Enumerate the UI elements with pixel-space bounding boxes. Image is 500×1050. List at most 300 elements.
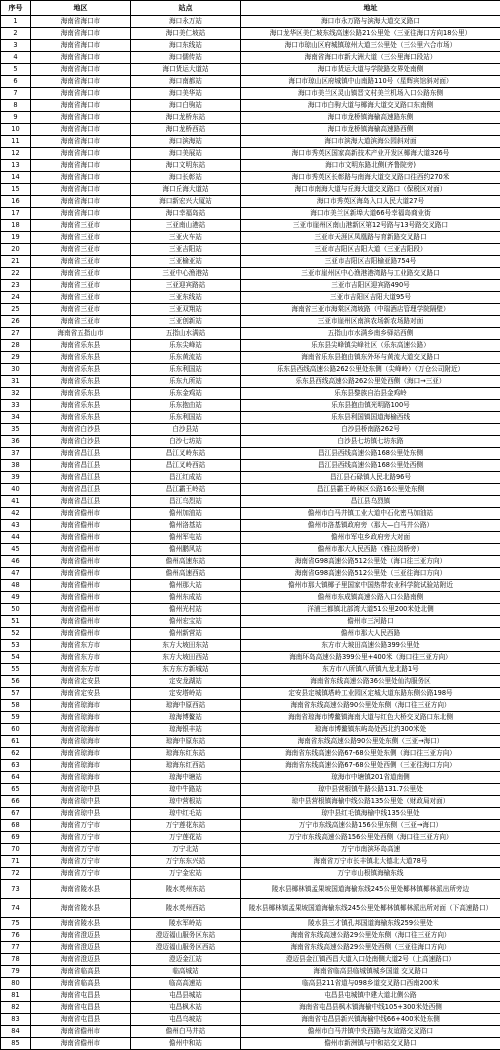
cell-region: 海南省屯昌县: [31, 1002, 131, 1014]
table-row: [1, 918, 500, 930]
table-row: [1, 88, 500, 100]
cell-address: 屯昌县屯城镇中建大道北侧公路: [241, 990, 500, 1002]
cell-region: 海南省三亚市: [31, 220, 131, 232]
cell-address: 五指山市水满乡南乡驿站西侧: [241, 328, 500, 340]
cell-index: 36: [1, 436, 31, 448]
cell-index: 18: [1, 220, 31, 232]
cell-station: 屯昌县城站: [131, 990, 241, 1002]
cell-index: 23: [1, 280, 31, 292]
cell-index: 63: [1, 760, 31, 772]
table-row: [1, 640, 500, 652]
cell-station: 昌江红成站: [131, 472, 241, 484]
cell-region: 海南省琼海市: [31, 712, 131, 724]
table-row: [1, 580, 500, 592]
table-row: [1, 16, 500, 28]
cell-address: 海口市货运大道与学院路交界处南侧: [241, 64, 500, 76]
cell-address: 临高县211省道与098乡道交叉路口西南200米: [241, 978, 500, 990]
cell-address: 定安县定城镇塔岭工业园区定城大道东路东侧公路198号: [241, 688, 500, 700]
cell-region: 海南省儋州市: [31, 544, 131, 556]
cell-station: 儋州东成站: [131, 592, 241, 604]
table-row: [1, 532, 500, 544]
table-row: [1, 52, 500, 64]
cell-station: 海口永万站: [131, 16, 241, 28]
table-row: [1, 808, 500, 820]
cell-region: 海南省陵水县: [31, 880, 131, 899]
cell-address: 海南省东线高速公路90公里处东侧（三亚→海口）: [241, 736, 500, 748]
cell-index: 22: [1, 268, 31, 280]
cell-region: 海南省儋州市: [31, 616, 131, 628]
table-row: [1, 664, 500, 676]
cell-station: 琼海中原西站: [131, 700, 241, 712]
cell-region: 海南省儋州市: [31, 628, 131, 640]
cell-region: 海南省昌江县: [31, 448, 131, 460]
cell-index: 85: [1, 1038, 31, 1050]
table-row: [1, 880, 500, 899]
cell-address: 昌江县西线高速公路168公里处西侧: [241, 460, 500, 472]
cell-station: 海口货运大道站: [131, 64, 241, 76]
cell-address: 万宁市东线高速公路156公里处西侧（海口往三亚方向）: [241, 832, 500, 844]
cell-station: 白沙县站: [131, 424, 241, 436]
cell-region: 海南省儋州市: [31, 556, 131, 568]
cell-index: 76: [1, 930, 31, 942]
cell-address: 儋州市白马井镇工业大道中石化密马加油站: [241, 508, 500, 520]
cell-station: 乐东金鸡站: [131, 388, 241, 400]
cell-index: 58: [1, 700, 31, 712]
cell-region: 海南省定安县: [31, 688, 131, 700]
cell-index: 65: [1, 784, 31, 796]
cell-index: 34: [1, 412, 31, 424]
table-row: [1, 978, 500, 990]
cell-region: 海南省儋州市: [31, 580, 131, 592]
header-region: 地区: [31, 1, 131, 16]
cell-region: 海南省儋州市: [31, 532, 131, 544]
cell-station: 儋州白马井站: [131, 1026, 241, 1038]
cell-station: 东方东方新城站: [131, 664, 241, 676]
cell-index: 72: [1, 868, 31, 880]
cell-address: 海南省屯昌县新兴镇海榆中线66+400米处东侧: [241, 1014, 500, 1026]
cell-region: 海南省海口市: [31, 184, 131, 196]
cell-region: 海南省三亚市: [31, 268, 131, 280]
cell-station: 五指山水满站: [131, 328, 241, 340]
cell-region: 海南省澄迈县: [31, 942, 131, 954]
cell-region: 海南省澄迈县: [31, 954, 131, 966]
cell-index: 57: [1, 688, 31, 700]
cell-index: 33: [1, 400, 31, 412]
cell-address: 三亚市崖州区中心渔港港湾路与工业路交叉路口: [241, 268, 500, 280]
cell-index: 41: [1, 496, 31, 508]
cell-address: 儋州市军屯乡政府旁大对面: [241, 532, 500, 544]
cell-address: 澄迈县金江镇西昌大道入口处南侧大道2号（上高速路口）: [241, 954, 500, 966]
table-row: [1, 760, 500, 772]
cell-address: 儋州市东成镇高速公路入口公路南侧: [241, 592, 500, 604]
cell-station: 屯昌乌坡站: [131, 1014, 241, 1026]
cell-address: 海南省东线高速公路67-68公里处西侧（三亚往海口方向）: [241, 760, 500, 772]
cell-address: 海口市龙桥镇海榆高速路西侧: [241, 124, 500, 136]
cell-index: 21: [1, 256, 31, 268]
table-row: [1, 352, 500, 364]
table-row: [1, 1002, 500, 1014]
cell-station: 儋州光村站: [131, 604, 241, 616]
cell-address: 琼海市中塘镇201省道南侧: [241, 772, 500, 784]
cell-address: 乐东县西线高速公路262公里处东侧（尖峰岭）（万仓公司附近）: [241, 364, 500, 376]
cell-station: 乐东利国站: [131, 364, 241, 376]
cell-index: 66: [1, 796, 31, 808]
cell-address: 琼海市博鳌镇东屿岛处西北约300米处: [241, 724, 500, 736]
cell-address: 海南省万宁市长丰镇北大德北大道78号: [241, 856, 500, 868]
cell-index: 64: [1, 772, 31, 784]
cell-station: 昌江乌烈站: [131, 496, 241, 508]
cell-region: 海南省海口市: [31, 136, 131, 148]
cell-index: 61: [1, 736, 31, 748]
table-body: [1, 16, 500, 1050]
cell-region: 海南省琼海市: [31, 724, 131, 736]
cell-region: 海南省儋州市: [31, 568, 131, 580]
cell-region: 海南省海口市: [31, 172, 131, 184]
cell-index: 12: [1, 148, 31, 160]
cell-station: 万宁莲花东站: [131, 820, 241, 832]
cell-region: 海南省琼海市: [31, 760, 131, 772]
cell-region: 海南省海口市: [31, 28, 131, 40]
cell-region: 海南省万宁市: [31, 868, 131, 880]
table-row: [1, 712, 500, 724]
cell-region: 海南省东方市: [31, 652, 131, 664]
table-row: [1, 460, 500, 472]
cell-region: 海南省琼海市: [31, 772, 131, 784]
cell-index: 38: [1, 460, 31, 472]
cell-address: 海口市南海大道与丘海大道交叉路口（保税区对面）: [241, 184, 500, 196]
cell-station: 三亚东线站: [131, 292, 241, 304]
table-row: [1, 868, 500, 880]
cell-station: 儋州洛基站: [131, 520, 241, 532]
cell-station: 琼海中原东站: [131, 736, 241, 748]
cell-address: 海口市琼山区府城镇琼州大道三公里处（三公里六合市场）: [241, 40, 500, 52]
table-row: [1, 280, 500, 292]
cell-address: 乐东县利国镇国道海榆西线: [241, 412, 500, 424]
cell-address: 三亚市崖州区南滨农场新农场路对面: [241, 316, 500, 328]
cell-region: 海南省乐东县: [31, 340, 131, 352]
table-row: [1, 184, 500, 196]
cell-station: 海口美展站: [131, 148, 241, 160]
table-row: [1, 364, 500, 376]
cell-index: 31: [1, 376, 31, 388]
table-row: [1, 400, 500, 412]
cell-address: 海口市琼山区府城镇中山南路110号（星辉宾馆斜对面）: [241, 76, 500, 88]
cell-index: 40: [1, 484, 31, 496]
cell-region: 海南省乐东县: [31, 412, 131, 424]
table-row: [1, 820, 500, 832]
cell-index: 6: [1, 76, 31, 88]
table-row: [1, 990, 500, 1002]
cell-index: 55: [1, 664, 31, 676]
cell-address: 东方市八所镇八所镇九龙北路1号: [241, 664, 500, 676]
cell-address: 海口市永万路与滨海大道交叉路口: [241, 16, 500, 28]
cell-index: 81: [1, 990, 31, 1002]
cell-region: 海南省乐东县: [31, 400, 131, 412]
cell-station: 澄迈福山服务区东站: [131, 930, 241, 942]
cell-station: 万宁莲花站: [131, 832, 241, 844]
cell-station: 琼中牛路站: [131, 784, 241, 796]
cell-address: 三亚市吉阳区迎宾路490号: [241, 280, 500, 292]
table-row: [1, 340, 500, 352]
cell-address: 琼中县营根镇牛路公路131.7公里处: [241, 784, 500, 796]
cell-index: 20: [1, 244, 31, 256]
cell-address: 昌江县西线高速公路168公里处东侧: [241, 448, 500, 460]
table-row: [1, 544, 500, 556]
cell-station: 乐东九所站: [131, 376, 241, 388]
cell-region: 海南省昌江县: [31, 460, 131, 472]
cell-address: 白沙县七坊镇七坊东路: [241, 436, 500, 448]
cell-station: 海口丘海大道站: [131, 184, 241, 196]
cell-station: 三亚创新站: [131, 316, 241, 328]
cell-station: 三亚南山港站: [131, 220, 241, 232]
cell-index: 74: [1, 899, 31, 918]
table-row: [1, 1014, 500, 1026]
cell-address: 海口市白驹大道与椰海大道交叉路口东南侧: [241, 100, 500, 112]
table-row: [1, 244, 500, 256]
cell-index: 35: [1, 424, 31, 436]
cell-station: 万宁东东兴站: [131, 856, 241, 868]
cell-address: 海南省三亚市海棠区湾坡路（中瑞酒店管理学院隔壁）: [241, 304, 500, 316]
table-row: [1, 484, 500, 496]
cell-region: 海南省海口市: [31, 160, 131, 172]
cell-address: 海口市文明东路北侧(齐鲁院旁): [241, 160, 500, 172]
cell-region: 海南省陵水县: [31, 899, 131, 918]
cell-address: 白沙县桥南路262号: [241, 424, 500, 436]
cell-address: 海南环岛高速公路399公里+400米（海口往三亚方向）: [241, 652, 500, 664]
header-index: 序号: [1, 1, 31, 16]
table-row: [1, 328, 500, 340]
cell-address: 海南省东线高速公路36公里处仙沟服务区: [241, 676, 500, 688]
cell-region: 海南省海口市: [31, 148, 131, 160]
cell-index: 15: [1, 184, 31, 196]
cell-region: 海南省三亚市: [31, 244, 131, 256]
cell-index: 10: [1, 124, 31, 136]
table-row: [1, 232, 500, 244]
header-address: 地址: [241, 1, 500, 16]
cell-address: 昌江县霸王岭林区公路16公里处东侧: [241, 484, 500, 496]
cell-address: 儋州市白马井镇中央西路与友谊路交叉路口: [241, 1026, 500, 1038]
table-row: [1, 688, 500, 700]
cell-station: 东方大坡田东站: [131, 640, 241, 652]
cell-station: 临高城站: [131, 966, 241, 978]
table-row: [1, 700, 500, 712]
table-row: [1, 844, 500, 856]
cell-station: 海口龙桥东站: [131, 112, 241, 124]
table-row: [1, 28, 500, 40]
cell-index: 49: [1, 592, 31, 604]
cell-region: 海南省陵水县: [31, 918, 131, 930]
cell-station: 三亚迎宾路站: [131, 280, 241, 292]
cell-index: 13: [1, 160, 31, 172]
cell-station: 海口龙桥西站: [131, 124, 241, 136]
cell-region: 海南省三亚市: [31, 292, 131, 304]
cell-index: 17: [1, 208, 31, 220]
table-row: [1, 899, 500, 918]
table-row: [1, 556, 500, 568]
cell-address: 三亚市吉阳区吉阳榆亚路754号: [241, 256, 500, 268]
cell-index: 29: [1, 352, 31, 364]
cell-index: 67: [1, 808, 31, 820]
cell-region: 海南省海口市: [31, 76, 131, 88]
cell-index: 2: [1, 28, 31, 40]
cell-address: 海口市龙桥镇海榆高速路东侧: [241, 112, 500, 124]
cell-address: 海口市秀英区长彰路与南海大道交叉路口往西约270米: [241, 172, 500, 184]
cell-region: 海南省昌江县: [31, 484, 131, 496]
cell-region: 海南省琼中县: [31, 796, 131, 808]
cell-index: 71: [1, 856, 31, 868]
cell-region: 海南省海口市: [31, 40, 131, 52]
cell-region: 海南省三亚市: [31, 304, 131, 316]
table-row: [1, 64, 500, 76]
table-row: [1, 292, 500, 304]
cell-index: 46: [1, 556, 31, 568]
cell-station: 三亚双翔站: [131, 304, 241, 316]
cell-address: 海南省屯昌县枫木镇海榆中线105+300米处西侧: [241, 1002, 500, 1014]
cell-address: 海南省东线高速公路67-68公里处东侧（海口往三亚方向）: [241, 748, 500, 760]
cell-station: 海口文明东站: [131, 160, 241, 172]
cell-index: 60: [1, 724, 31, 736]
cell-index: 30: [1, 364, 31, 376]
table-row: [1, 724, 500, 736]
cell-region: 海南省儋州市: [31, 520, 131, 532]
table-row: [1, 208, 500, 220]
cell-region: 海南省万宁市: [31, 856, 131, 868]
cell-station: 海口新宏兴大厦站: [131, 196, 241, 208]
cell-region: 海南省琼中县: [31, 784, 131, 796]
table-row: [1, 148, 500, 160]
cell-address: 琼中县红毛镇海榆中线135公里处: [241, 808, 500, 820]
table-row: [1, 508, 500, 520]
cell-region: 海南省海口市: [31, 208, 131, 220]
cell-station: 昌江叉岭东站: [131, 448, 241, 460]
table-row: [1, 172, 500, 184]
cell-station: 海口白驹站: [131, 100, 241, 112]
table-row: [1, 796, 500, 808]
cell-address: 乐东县尖峰镇尖峰社区（乐东高速公路）: [241, 340, 500, 352]
cell-region: 海南省海口市: [31, 64, 131, 76]
cell-address: 昌江县乌烈镇: [241, 496, 500, 508]
cell-region: 海南省海口市: [31, 196, 131, 208]
cell-address: 海南省海口市新大洲大道（三公里海口段站）: [241, 52, 500, 64]
cell-index: 14: [1, 172, 31, 184]
table-row: [1, 1026, 500, 1038]
header-row: [1, 1, 500, 16]
cell-station: 海口南都站: [131, 76, 241, 88]
cell-station: 昌江霸王岭站: [131, 484, 241, 496]
table-row: [1, 124, 500, 136]
cell-index: 28: [1, 340, 31, 352]
cell-region: 海南省儋州市: [31, 1038, 131, 1050]
table-row: [1, 376, 500, 388]
cell-station: 儋州鹏风站: [131, 544, 241, 556]
cell-index: 78: [1, 954, 31, 966]
cell-station: 三亚中心渔港站: [131, 268, 241, 280]
table-row: [1, 76, 500, 88]
cell-index: 80: [1, 978, 31, 990]
cell-station: 昌江叉岭西站: [131, 460, 241, 472]
cell-station: 三亚吉阳站: [131, 244, 241, 256]
table-row: [1, 954, 500, 966]
cell-station: 琼中红毛站: [131, 808, 241, 820]
cell-region: 海南省三亚市: [31, 232, 131, 244]
cell-address: 海南省乐东县抱由镇东外环与黄流大道交叉路口: [241, 352, 500, 364]
cell-index: 37: [1, 448, 31, 460]
table-row: [1, 220, 500, 232]
cell-station: 儋州新营站: [131, 628, 241, 640]
cell-station: 儋州加油站: [131, 508, 241, 520]
cell-station: 琼海东红东站: [131, 748, 241, 760]
table-row: [1, 136, 500, 148]
cell-station: 琼海博鳌站: [131, 712, 241, 724]
cell-region: 海南省琼中县: [31, 808, 131, 820]
cell-index: 56: [1, 676, 31, 688]
cell-station: 海口滨海站: [131, 136, 241, 148]
cell-region: 海南省琼海市: [31, 748, 131, 760]
cell-region: 海南省海口市: [31, 16, 131, 28]
cell-address: 海南省G98高速公路512公里处（海口往三亚方向）: [241, 556, 500, 568]
cell-region: 海南省乐东县: [31, 376, 131, 388]
cell-address: 万宁市东线高速公路156公里东侧（三亚→海口）: [241, 820, 500, 832]
table-row: [1, 676, 500, 688]
table-row: [1, 472, 500, 484]
table-row: [1, 736, 500, 748]
cell-index: 19: [1, 232, 31, 244]
table-row: [1, 628, 500, 640]
cell-region: 海南省三亚市: [31, 256, 131, 268]
cell-address: 儋州市新洲镇与中和站交叉路口: [241, 1038, 500, 1050]
cell-station: 定安龙湖站: [131, 676, 241, 688]
cell-region: 海南省海口市: [31, 112, 131, 124]
cell-index: 82: [1, 1002, 31, 1014]
cell-region: 海南省海口市: [31, 100, 131, 112]
table-row: [1, 604, 500, 616]
cell-address: 洋浦三都镇北部湾大道51公里200米处北侧: [241, 604, 500, 616]
cell-index: 26: [1, 316, 31, 328]
cell-address: 儋州市洛基镇政府旁（那大—白马井公路）: [241, 520, 500, 532]
cell-index: 54: [1, 652, 31, 664]
cell-region: 海南省三亚市: [31, 316, 131, 328]
table-row: [1, 616, 500, 628]
cell-region: 海南省屯昌县: [31, 990, 131, 1002]
cell-index: 43: [1, 520, 31, 532]
cell-region: 海南省屯昌县: [31, 1014, 131, 1026]
cell-index: 77: [1, 942, 31, 954]
table-row: [1, 304, 500, 316]
cell-index: 39: [1, 472, 31, 484]
cell-region: 海南省海口市: [31, 124, 131, 136]
cell-address: 陵水县三才镇孔邦国道海榆东线259公里处: [241, 918, 500, 930]
cell-index: 3: [1, 40, 31, 52]
cell-index: 1: [1, 16, 31, 28]
cell-address: 海口龙华区美仁坡东线高速公路21公里处（三亚往海口方向18公里）: [241, 28, 500, 40]
cell-address: 海口市美兰区灵山镇晋文村美兰机场入口公路东侧: [241, 88, 500, 100]
table-row: [1, 520, 500, 532]
cell-region: 海南省儋州市: [31, 508, 131, 520]
cell-station: 海口美仁坡站: [131, 28, 241, 40]
table-row: [1, 496, 500, 508]
cell-station: 万宁北站: [131, 844, 241, 856]
cell-station: 白沙七坊站: [131, 436, 241, 448]
table-row: [1, 966, 500, 978]
cell-address: 陵水县椰林镇孟果坡国道海榆东线245公里处椰林镇椰林派出所旁边: [241, 880, 500, 899]
cell-station: 乐东黄流站: [131, 352, 241, 364]
table-row: [1, 424, 500, 436]
cell-address: 三亚市崖州区南山港新区第12号路与13号路交叉路口: [241, 220, 500, 232]
cell-station: 儋州那大站: [131, 580, 241, 592]
cell-station: 三亚榆亚站: [131, 256, 241, 268]
cell-region: 海南省临高县: [31, 978, 131, 990]
cell-station: 屯昌枫木站: [131, 1002, 241, 1014]
